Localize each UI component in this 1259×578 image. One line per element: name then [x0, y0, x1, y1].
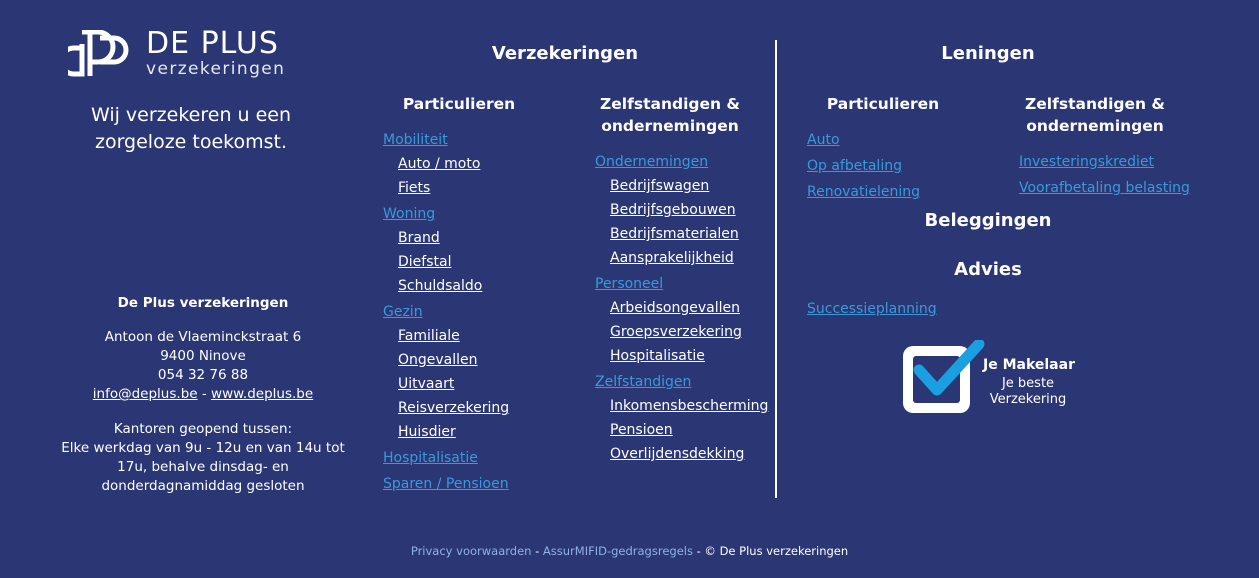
- leningen-heading: Leningen: [941, 43, 1035, 64]
- makelaar-slogan-line1: Je beste: [1001, 376, 1055, 391]
- checkmark-icon: [909, 340, 987, 404]
- nav-diefstal[interactable]: Diefstal: [398, 254, 452, 270]
- nav-schuldsaldo[interactable]: Schuldsaldo: [398, 278, 483, 294]
- nav-ongevallen[interactable]: Ongevallen: [398, 352, 478, 368]
- copyright: © De Plus verzekeringen: [704, 544, 849, 558]
- company-address: [55, 328, 351, 404]
- nav-uitvaart[interactable]: Uitvaart: [398, 376, 455, 392]
- logo-mark-icon: [68, 30, 130, 78]
- nav-sparen-pensioen[interactable]: Sparen / Pensioen: [383, 476, 509, 492]
- nav-fiets[interactable]: Fiets: [398, 180, 431, 196]
- nav-gezin[interactable]: Gezin: [383, 304, 423, 320]
- nav-groepsverzekering[interactable]: Groepsverzekering: [610, 324, 742, 340]
- logo[interactable]: [68, 26, 318, 80]
- nav-zelfstandigen[interactable]: Zelfstandigen: [595, 374, 692, 390]
- je-makelaar-badge[interactable]: [903, 340, 1083, 415]
- makelaar-title: Je Makelaar: [983, 357, 1075, 373]
- logo-subtitle: verzekeringen: [146, 59, 286, 79]
- mifid-link[interactable]: AssurMIFID-gedragsregels: [542, 544, 693, 558]
- nav-successieplanning[interactable]: Successieplanning: [807, 301, 937, 317]
- beleggingen-heading: Beleggingen: [924, 210, 1052, 231]
- nav-familiale[interactable]: Familiale: [398, 328, 460, 344]
- contact-separator: -: [197, 386, 212, 402]
- hours-text: Elke werkdag van 9u - 12u en van 14u tot 17u, behalve dinsdag- en donderdagnamiddag gesloten: [61, 440, 345, 494]
- company-contact-links: [55, 385, 351, 404]
- nav-brand[interactable]: Brand: [398, 230, 440, 246]
- nav-reisverzekering[interactable]: Reisverzekering: [398, 400, 510, 416]
- verz-zelfstandigen-heading-line1: Zelfstandigen &: [600, 95, 740, 113]
- company-name: De Plus verzekeringen: [117, 295, 289, 311]
- nav-mobiliteit[interactable]: Mobiliteit: [383, 132, 448, 148]
- nav-hospitalisatie-personeel[interactable]: Hospitalisatie: [610, 348, 705, 364]
- nav-hospitalisatie[interactable]: Hospitalisatie: [383, 450, 478, 466]
- company-street: Antoon de Vlaeminckstraat 6: [104, 329, 302, 345]
- nav-investeringskrediet[interactable]: Investeringskrediet: [1019, 154, 1155, 170]
- opening-hours: [55, 420, 351, 496]
- nav-op-afbetaling[interactable]: Op afbetaling: [807, 158, 902, 174]
- len-zelfstandigen-heading: [1015, 93, 1175, 137]
- len-zelfstandigen-heading-line1: Zelfstandigen &: [1025, 95, 1165, 113]
- advies-heading: Advies: [954, 259, 1022, 280]
- nav-overlijdensdekking[interactable]: Overlijdensdekking: [610, 446, 745, 462]
- nav-bedrijfswagen[interactable]: Bedrijfswagen: [610, 178, 710, 194]
- nav-bedrijfsgebouwen[interactable]: Bedrijfsgebouwen: [610, 202, 736, 218]
- nav-renovatielening[interactable]: Renovatielening: [807, 184, 921, 200]
- email-link[interactable]: info@deplus.be: [92, 386, 198, 402]
- privacy-link[interactable]: Privacy voorwaarden: [410, 544, 532, 558]
- website-link[interactable]: www.deplus.be: [211, 386, 314, 402]
- nav-inkomensbescherming[interactable]: Inkomensbescherming: [610, 398, 769, 414]
- nav-ondernemingen[interactable]: Ondernemingen: [595, 154, 709, 170]
- len-particulieren-heading: Particulieren: [826, 95, 940, 113]
- column-divider: [775, 40, 777, 498]
- footer: [0, 544, 1259, 558]
- nav-auto-lening[interactable]: Auto: [807, 132, 840, 148]
- company-city: 9400 Ninove: [160, 348, 246, 364]
- verzekeringen-heading: Verzekeringen: [491, 43, 639, 64]
- company-phone: 054 32 76 88: [157, 367, 249, 383]
- nav-bedrijfsmaterialen[interactable]: Bedrijfsmaterialen: [610, 226, 739, 242]
- logo-title: DE PLUS: [146, 26, 279, 61]
- nav-voorafbetaling-belasting[interactable]: Voorafbetaling belasting: [1019, 180, 1190, 196]
- verz-zelfstandigen-heading: [590, 93, 750, 137]
- nav-woning[interactable]: Woning: [383, 206, 436, 222]
- nav-pensioen[interactable]: Pensioen: [610, 422, 673, 438]
- hours-title: Kantoren geopend tussen:: [113, 421, 293, 437]
- tagline: Wij verzekeren u een zorgeloze toekomst.: [90, 104, 292, 153]
- footer-sep-1: -: [531, 544, 543, 558]
- nav-huisdier[interactable]: Huisdier: [398, 424, 456, 440]
- len-zelfstandigen-heading-line2: ondernemingen: [1026, 117, 1164, 135]
- nav-arbeidsongevallen[interactable]: Arbeidsongevallen: [610, 300, 740, 316]
- nav-aansprakelijkheid[interactable]: Aansprakelijkheid: [610, 250, 734, 266]
- nav-auto-moto[interactable]: Auto / moto: [398, 156, 481, 172]
- verz-zelfstandigen-heading-line2: ondernemingen: [601, 117, 739, 135]
- nav-personeel[interactable]: Personeel: [595, 276, 664, 292]
- makelaar-slogan-line2: Verzekering: [989, 392, 1067, 407]
- footer-sep-2: -: [692, 544, 705, 558]
- verz-particulieren-heading: Particulieren: [402, 95, 516, 113]
- makelaar-slogan: [983, 376, 1073, 408]
